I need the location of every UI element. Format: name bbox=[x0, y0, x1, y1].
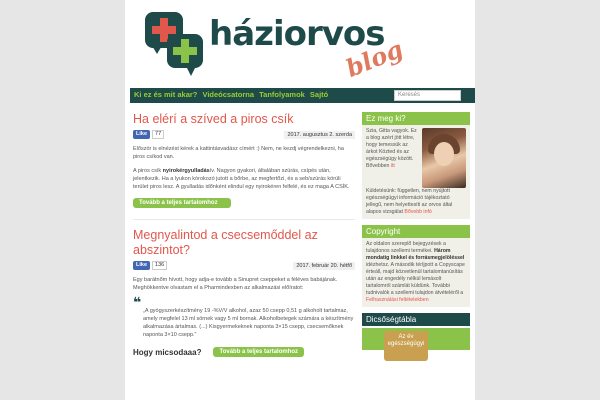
post-paragraph: Egy barátnőm hívott, hogy adja-e tovább a Sinupret cseppeket a féléves babájának. Meghökkentve olvastam el a Pharmindexben az alkalmazási előíratot: bbox=[133, 277, 338, 291]
nav-item-about[interactable]: Ki ez és mit akar? bbox=[134, 90, 198, 99]
about-link[interactable]: itt bbox=[390, 163, 395, 169]
read-more-button[interactable]: Tovább a teljes tartalomhoz bbox=[213, 347, 304, 357]
header bbox=[125, 0, 475, 88]
terms-link[interactable]: Felhasználási feltételekben bbox=[366, 297, 429, 303]
author-avatar bbox=[422, 128, 466, 188]
post-date: 2017. augusztus 2. szerda bbox=[284, 131, 355, 139]
read-more-button[interactable]: Tovább a teljes tartalomhoz » bbox=[133, 198, 231, 208]
more-info-link[interactable]: Bővebb infó bbox=[404, 209, 432, 215]
search-input[interactable]: Keresés bbox=[394, 90, 461, 101]
post-paragraph: Először is elnézést kérek a kattintásvadász címért :) Nem, ne kezdj végrendelkezni, ha piros csíkod van. bbox=[133, 146, 344, 160]
like-label: Like bbox=[133, 261, 150, 270]
post-heading: Hogy micsodaaa? bbox=[133, 347, 202, 357]
post-paragraph: A piros csík nyirokérgyulladásív. Nagyon gyakori, általában szúrás, csípés után, jelentkezik. Ha a lyukon kórokozó jutott a bőrbe, az megfertőzi, és a seb/szúrás körüli terület piros lesz. A gyulladás időnként elindul egy nyirokéren felfelé, és ez maga A CSÍK. bbox=[133, 168, 350, 190]
copyright-box: Az oldalon szereplő bejegyzések a tulajdonos szellemi termékei. Három mondatig linkkel és forrásmegjelöléssel idézhetsz. A második téríjpott a Copyscape érteáll, majd közvetlenül tartalomtanúsítás után az engedély nélkül lemásolt tartalomról számlát küldünk. További tudnivalók a szellemi tulajdon átvételéről a Felhasználási feltételekben bbox=[362, 238, 470, 307]
page bbox=[125, 0, 475, 400]
post bbox=[133, 112, 355, 220]
gift-heading: Dicsőségtábla bbox=[362, 313, 470, 326]
about-heading: Ez meg ki? bbox=[362, 112, 470, 125]
post bbox=[133, 228, 355, 357]
like-count: 77 bbox=[152, 130, 164, 139]
main-content bbox=[133, 112, 355, 357]
logo-icon[interactable] bbox=[145, 12, 205, 82]
like-label: Like bbox=[133, 130, 150, 139]
post-title[interactable]: Megnyalintod a csecsemőddel az abszintot? bbox=[133, 228, 318, 257]
copyright-heading: Copyright bbox=[362, 225, 470, 238]
green-cross-bubble-icon bbox=[167, 34, 203, 68]
site-subtitle: blog bbox=[341, 34, 407, 83]
sidebar bbox=[362, 112, 470, 350]
main-nav bbox=[130, 88, 475, 103]
like-button[interactable] bbox=[133, 261, 167, 270]
nav-item-courses[interactable]: Tanfolyamok bbox=[259, 90, 305, 99]
nav-item-press[interactable]: Sajtó bbox=[309, 90, 329, 99]
site-title[interactable]: háziorvos bbox=[209, 14, 385, 54]
award-badge[interactable]: Az év egészségügyi bbox=[384, 331, 428, 361]
award-box bbox=[362, 328, 470, 350]
post-date: 2017. február 20. hétfő bbox=[293, 262, 355, 270]
nav-item-video[interactable]: Videócsatorna bbox=[202, 90, 255, 99]
post-title[interactable]: Ha elérí a szíved a piros csík bbox=[133, 112, 294, 126]
about-box: Szia, Gitta vagyok. Ez a blog azért jött létre, hogy temessük az árkot Közted és az egészségügy között. Bővebben itt Küldetésünk: független, nem nyújtott egészségügyi információ tájékoztató jellegű, nem helyettesíti az orvos által alapos vizsgálat Bővebb infó bbox=[362, 125, 470, 219]
like-button[interactable] bbox=[133, 130, 164, 139]
like-count: 136 bbox=[152, 261, 167, 270]
post-quote: „A gyógyszerkészítmény 19 -%V/V alkohol, azaz 50 csepp 0,51 g alkoholt tartalmaz, amely megfelel 13 ml sörnek vagy 5 ml bornak. Alkoholbetegek számára a készítmény alkalmazása ártalmas. (...) Kisgyermekeknek naponta 3×15 csepp, csecsemőknek naponta 3×10 csepp.” bbox=[143, 308, 354, 338]
quote-icon: ❝ bbox=[133, 294, 142, 310]
